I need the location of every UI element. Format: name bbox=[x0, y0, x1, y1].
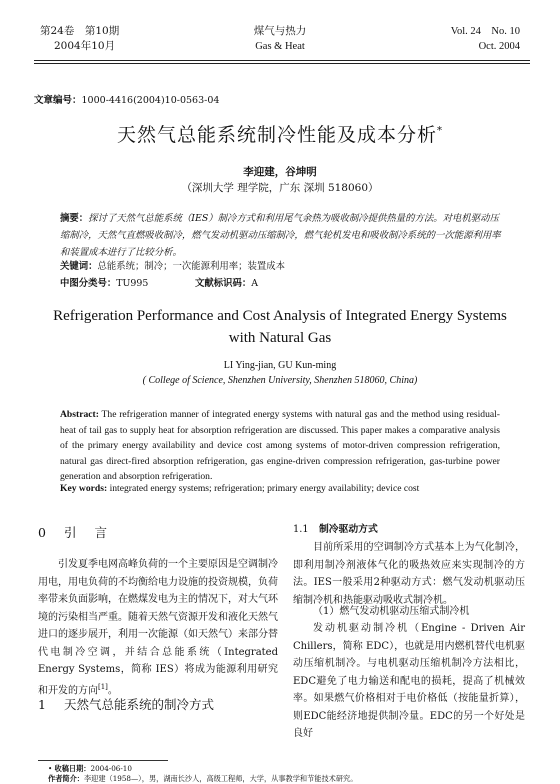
doc-code-label: 文献标识码： bbox=[195, 278, 252, 289]
section-0-paragraph bbox=[38, 556, 278, 699]
keywords-en bbox=[60, 483, 500, 494]
keywords-cn-label: 关键词： bbox=[60, 261, 98, 272]
subsection-1-1-heading bbox=[293, 521, 378, 535]
title-en: Refrigeration Performance and Cost Analysis of Integrated Energy Systems with Natural Gas bbox=[53, 308, 507, 346]
abstract-cn bbox=[60, 210, 502, 261]
clc-value: TU995 bbox=[116, 278, 149, 289]
abstract-en bbox=[60, 407, 500, 485]
title-cn-text: 天然气总能系统制冷性能及成本分析 bbox=[116, 124, 437, 146]
section-0-text: 引发夏季电网高峰负荷的一个主要原因是空调制冷用电，用电负荷的不均衡给电力设施的投资规模，负荷率带来负面影响，在燃煤发电为主的情况下，对大气环境的污染相当严重。随着天然气资源开发和液化天然气进口的逐步展开，利用一次能源（如天然气）来部分替代电制冷空调，并结合总能系统（Integrated Energy Systems，简称 IES）将成为能源利用研究和开发的方向 bbox=[38, 559, 278, 696]
keywords-cn bbox=[60, 259, 502, 275]
section-0-text-end: 。 bbox=[107, 684, 118, 696]
sub-item-1: （1）燃气发动机驱动压缩式制冷机 bbox=[313, 606, 470, 617]
date-cn: 2004年10月 bbox=[54, 40, 116, 52]
subsection-1-1-title: 制冷驱动方式 bbox=[319, 524, 378, 535]
header-rule bbox=[34, 60, 530, 61]
title-cn bbox=[0, 120, 560, 147]
abstract-cn-text: 探讨了天然气总能系统（IES）制冷方式和利用尾气余热为吸收制冷提供热量的方法。对电机驱动压缩制冷，天然气直燃吸收制冷，燃气发动机驱动压缩制冷，燃气轮机发电和吸收制冷系统的一次能源利用率和装置成本进行了比较分析。 bbox=[60, 213, 501, 258]
document-code bbox=[195, 275, 258, 289]
abstract-cn-label: 摘要： bbox=[60, 213, 89, 224]
volume-issue-cn: 第24卷 第10期 bbox=[40, 25, 120, 37]
article-number-label: 文章编号： bbox=[34, 95, 82, 106]
title-footnote-mark: * bbox=[437, 125, 443, 137]
section-1-heading bbox=[38, 695, 214, 713]
clc-label: 中图分类号： bbox=[60, 278, 117, 289]
bio-text: 李迎建（1958—），男，湖南长沙人，高级工程师，大学，从事教学和节能技术研究。 bbox=[83, 774, 358, 783]
journal-name-en: Gas & Heat bbox=[255, 41, 305, 52]
volume-issue-en: Vol. 24 No. 10 bbox=[450, 26, 520, 37]
section-0-heading bbox=[38, 523, 125, 541]
abstract-en-text: The refrigeration manner of integrated energy systems with natural gas and the method using residual-heat of tail gas to supply heat for absorption refrigeration are discussed. This paper makes a comparative analysis of the primary energy availability and device cost among systems of motor-driven compression refrigeration, natural gas direct-fired absorption refrigeration, gas engine-driven compression refrigeration, gas-turbine power generation and absorption refrigeration. bbox=[60, 409, 501, 483]
keywords-en-label: Key words: bbox=[60, 483, 108, 494]
authors-cn: 李迎建，谷坤明 bbox=[243, 166, 317, 178]
received-label: 收稿日期： bbox=[54, 764, 91, 773]
paragraph-edc: 发动机驱动制冷机（Engine - Driven Air Chillers，简称 EDC），也就是用内燃机替代电机驱动压缩机制冷。与电机驱动压缩机制冷方法相比，EDC避免了电力输送和配电的损耗，提高了机械效率。如果燃气价格相对于电价格低（按能量折算），则EDC能经济地提供制冷量。EDC的另一个好处是良好 bbox=[293, 623, 525, 739]
keywords-cn-text: 总能系统；制冷；一次能源利用率；装置成本 bbox=[97, 261, 286, 272]
footnote-received bbox=[48, 764, 132, 774]
abstract-en-label: Abstract: bbox=[60, 409, 99, 420]
bio-label: 作者简介： bbox=[48, 774, 84, 783]
citation-ref: [1] bbox=[98, 682, 108, 691]
doc-code-value: A bbox=[251, 278, 259, 289]
section-0-number: 0 bbox=[38, 525, 46, 540]
header-rule-2 bbox=[34, 63, 530, 64]
journal-volume-issue-en bbox=[451, 24, 520, 54]
subsection-1-1-number: 1.1 bbox=[293, 524, 309, 535]
section-1-number: 1 bbox=[38, 697, 46, 712]
footnote-bullet: • bbox=[48, 764, 53, 773]
article-number bbox=[34, 92, 219, 106]
footnote-rule bbox=[38, 760, 168, 761]
section-1-title: 天然气总能系统的制冷方式 bbox=[64, 697, 215, 712]
footnote-bio bbox=[48, 774, 357, 784]
section-0-title: 引言 bbox=[64, 525, 126, 540]
affiliation-cn: （深圳大学 理学院，广东 深圳 518060） bbox=[181, 182, 379, 194]
journal-name-cn: 煤气与热力 bbox=[253, 25, 307, 37]
date-en: Oct. 2004 bbox=[478, 41, 520, 52]
clc-number bbox=[60, 275, 148, 289]
keywords-en-text: integrated energy systems; refrigeration; primary energy availability; device cost bbox=[109, 483, 420, 494]
affiliation-en: ( College of Science, Shenzhen University, Shenzhen 518060, China) bbox=[142, 375, 418, 386]
authors-en: LI Ying-jian, GU Kun-ming bbox=[223, 360, 337, 371]
article-number-value: 1000-4416(2004)10-0563-04 bbox=[81, 95, 220, 106]
paragraph-1-1: 目前所采用的空调制冷方式基本上为气化制冷，即利用制冷剂液体气化的吸热效应来实现制冷的方法。IES一般采用2种驱动方式：燃气发动机驱动压缩制冷机和热能驱动吸收式制冷机。 bbox=[293, 542, 525, 606]
received-date: 2004-06-10 bbox=[90, 764, 132, 773]
